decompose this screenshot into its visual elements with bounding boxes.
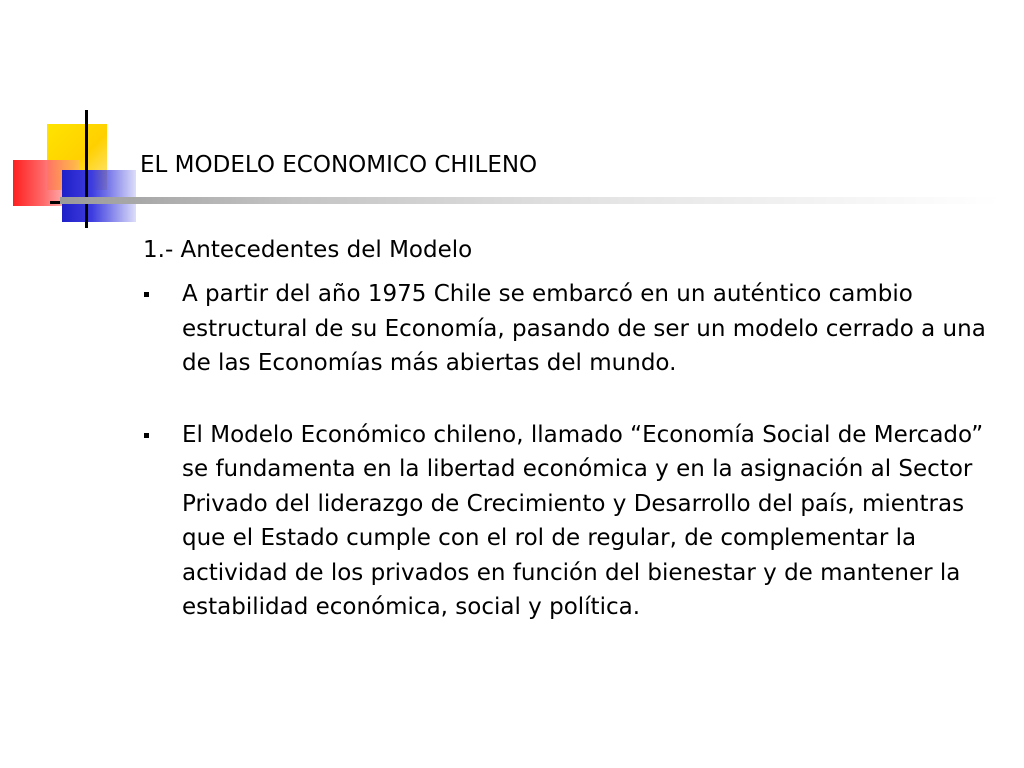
slide-title: EL MODELO ECONOMICO CHILENO <box>140 152 538 178</box>
decorative-squares-logo <box>0 0 260 240</box>
bullet-item <box>143 277 1003 381</box>
bullet-square-icon <box>144 433 149 438</box>
bullet-list <box>143 277 1003 625</box>
title-underline <box>60 197 1000 204</box>
bullet-item <box>143 418 1003 625</box>
bullet-square-icon <box>144 292 149 297</box>
section-subtitle: 1.- Antecedentes del Modelo <box>143 237 473 263</box>
bullet-text: El Modelo Económico chileno, llamado “Economía Social de Mercado” se fundamenta en la libertad económica y en la asignación al Sector Privado del liderazgo de Crecimiento y Desarrollo del país, mientras que el Estado cumple con el rol de regular, de complementar la actividad de los privados en función del bienestar y de mantener la estabilidad económica, social y política. <box>182 421 984 620</box>
bullet-text: A partir del año 1975 Chile se embarcó en un auténtico cambio estructural de su Economía, pasando de ser un modelo cerrado a una de las Economías más abiertas del mundo. <box>182 281 986 376</box>
blue-square <box>62 170 136 222</box>
vertical-line <box>85 110 88 228</box>
